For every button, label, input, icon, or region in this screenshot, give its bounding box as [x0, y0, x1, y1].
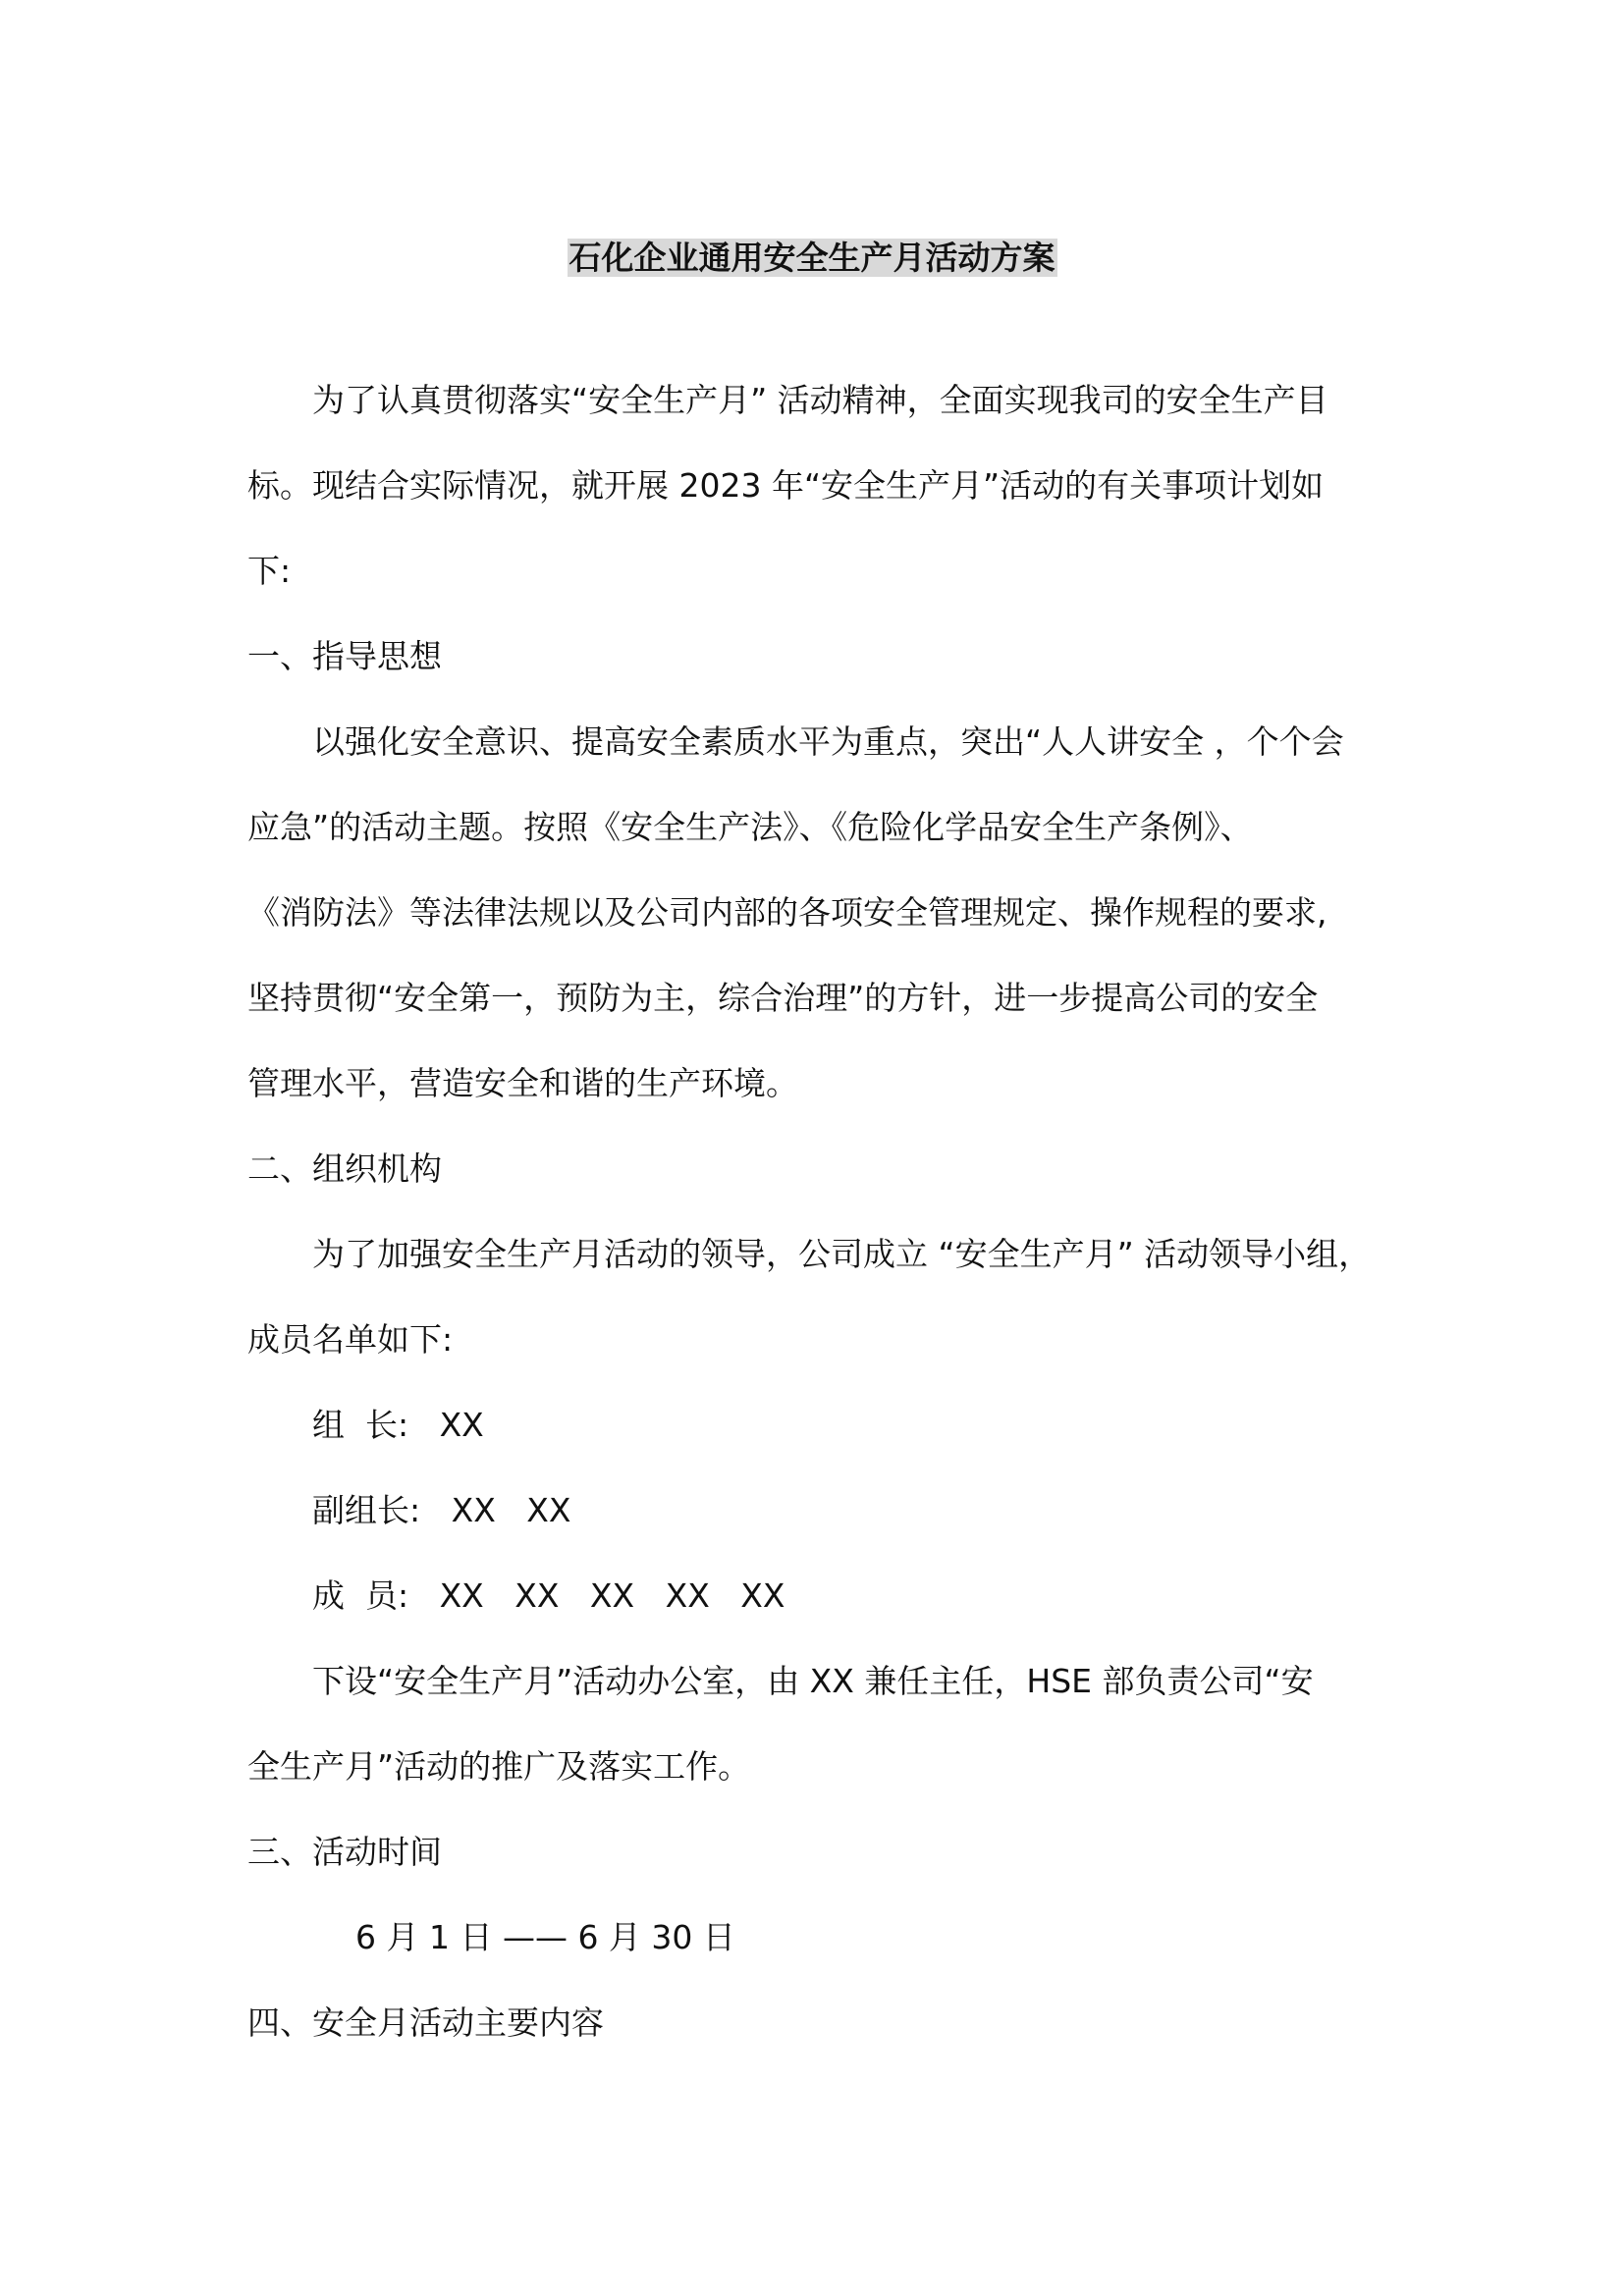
paragraph-line: 管理水平，营造安全和谐的生产环境。	[247, 1064, 798, 1102]
section-heading: 二、组织机构	[247, 1149, 442, 1188]
paragraph-line: 标。现结合实际情况，就开展 2023 年“安全生产月”活动的有关事项计划如	[247, 466, 1325, 505]
document-title-text: 石化企业通用安全生产月活动方案	[568, 239, 1056, 277]
section-heading: 一、指导思想	[247, 637, 442, 675]
paragraph-line: 以强化安全意识、提高安全素质水平为重点，突出“人人讲安全 ，个个会	[312, 722, 1344, 761]
paragraph-line: 坚持贯彻“安全第一，预防为主，综合治理”的方针，进一步提高公司的安全	[247, 979, 1319, 1017]
document-body	[247, 357, 1396, 2065]
section-heading: 三、活动时间	[247, 1833, 442, 1871]
paragraph-line: 为了认真贯彻落实“安全生产月” 活动精神，全面实现我司的安全生产目	[312, 381, 1328, 419]
paragraph-line: 应急”的活动主题。按照《安全生产法》、《危险化学品安全生产条例》、	[247, 808, 1253, 846]
member-line-leader: 组 长: XX	[312, 1406, 484, 1444]
paragraph-line: 全生产月”活动的推广及落实工作。	[247, 1747, 751, 1786]
date-range-line: 6 月 1 日 —— 6 月 30 日	[355, 1918, 735, 1956]
paragraph-line: 下:	[247, 552, 292, 590]
document-title	[0, 234, 1624, 283]
section-heading: 四、安全月活动主要内容	[247, 2003, 604, 2042]
paragraph-line: 下设“安全生产月”活动办公室，由 XX 兼任主任，HSE 部负责公司“安	[312, 1662, 1314, 1700]
paragraph-line: 《消防法》等法律法规以及公司内部的各项安全管理规定、操作规程的要求,	[247, 893, 1327, 932]
paragraph-line: 为了加强安全生产月活动的领导，公司成立 “安全生产月” 活动领导小组，	[312, 1235, 1372, 1273]
member-line-deputy: 副组长: XX XX	[312, 1491, 571, 1529]
member-line-members: 成 员: XX XX XX XX XX	[312, 1576, 785, 1615]
paragraph-line: 成员名单如下:	[247, 1320, 454, 1359]
